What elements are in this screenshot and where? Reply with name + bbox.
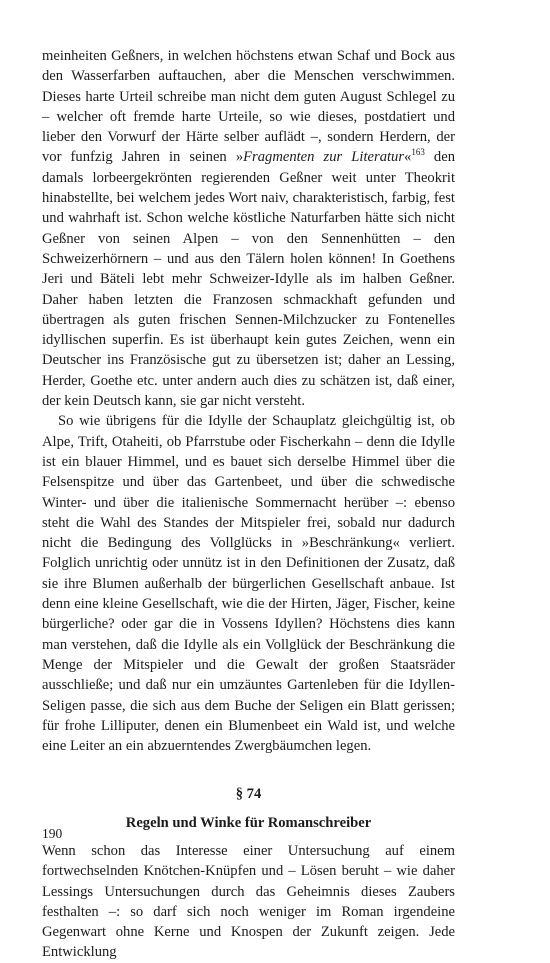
- work-title: Fragmenten zur Literatur: [243, 149, 405, 166]
- paragraph-idylle: So wie übrigens für die Idylle der Schauplatz gleichgültig ist, ob Alpe, Trift, Otaheiti, ob Pfarrstube oder Fischerkahn – denn die Idylle ist ein blauer Himmel, und es bauet sich derselbe Himmel über die Felsenspitze und über das Gartenbeet, und über die schwedische Winter- und über die italienische Sommernacht herüber –: ebenso steht die Wahl des Standes der Mitspieler frei, sobald nur dadurch nicht die Bedingung des Vollglücks in »Beschränkung« verliert. Folglich unrichtig oder unnütz ist in den Definitionen der Zusatz, daß sie ihre Blumen außerhalb der bürgerlichen Gesellschaft anbaue. Ist denn eine kleine Gesellschaft, wie die der Hirten, Jäger, Fischer, keine bürgerliche? oder gar die in Vossens Idyllen? Höchstens dies kann man verstehen, daß die Idylle als ein Vollglück der Beschränkung die Menge der Mitspieler und die Gewalt der großen Staatsräder ausschließe; und daß nur ein umzäuntes Gartenleben für die Idyllen-Seligen passe, die sich aus dem Buche der Seligen ein Blatt gerissen; für frohe Lilliputer, denen ein Blumenbeet ein Wald ist, und welche eine Leiter an ein abzuerntendes Zwergbäumchen legen.: [42, 413, 455, 755]
- section-number: § 74: [235, 786, 262, 803]
- paragraph-continued: [42, 46, 455, 411]
- note-reference: 163: [411, 147, 425, 158]
- page-number: 190: [42, 826, 63, 841]
- paragraph-text: meinheiten Geßners, in welchen höchstens etwan Schaf und Bock aus den Wasserfarben auftauchen, aber die Menschen verschwimmen. Dieses harte Urteil schreibe man nicht dem guten August Schlegel zu – welcher oft fremde harte Urteile, so wie dieses, postdatiert und lieber den Vorwurf der Härte selber auflädt –, sondern Herdern, der vor funfzig Jahren in seinen »: [42, 48, 455, 166]
- paragraph-text: den damals lorbeergekrönten regierenden Geßner weit unter Theokrit hinabstellte, bei welchem jedes Wort naiv, charakteristisch, farbig, fest und wahrhaft ist. Schon welche köstliche Naturfarben hätte sich nicht Geßner von seinen Alpen – von den Sennenhütten – den Schweizerhörnern – und aus den Tälern holen können! In Goethens Jeri und Bäteli lebt mehr Schweizer-Idylle als im halben Geßner. Daher haben letzten die Franzosen schmackhaft gefunden und übertragen als guten frischen Sennen-Milchzucker zu Fontenelles idyllischen superfin. Es ist überhaupt kein gutes Zeichen, wenn ein Deutscher ins Französische gut zu übersetzen ist; daher an Lessing, Herder, Goethe etc. unter andern auch dies zu schätzen ist, daß einer, der kein Deutsch kann, sie gar nicht versteht.: [42, 149, 455, 410]
- closing-quote: «: [404, 149, 412, 166]
- page-body: [42, 46, 455, 963]
- section-title: Regeln und Winke für Romanschreiber: [125, 814, 372, 831]
- paragraph-roman: Wenn schon das Interesse einer Untersuchung auf einem fortwechselnden Knötchen-Knüpfen und – Lösen beruht – wie daher Lessings Untersuchungen durch das Geheimnis dieses Zaubers festhalten –: so darf sich noch weniger im Roman irgendeine Gegenwart ohne Kerne und Knospen der Zukunft zeigen. Jede Entwicklung: [42, 842, 455, 961]
